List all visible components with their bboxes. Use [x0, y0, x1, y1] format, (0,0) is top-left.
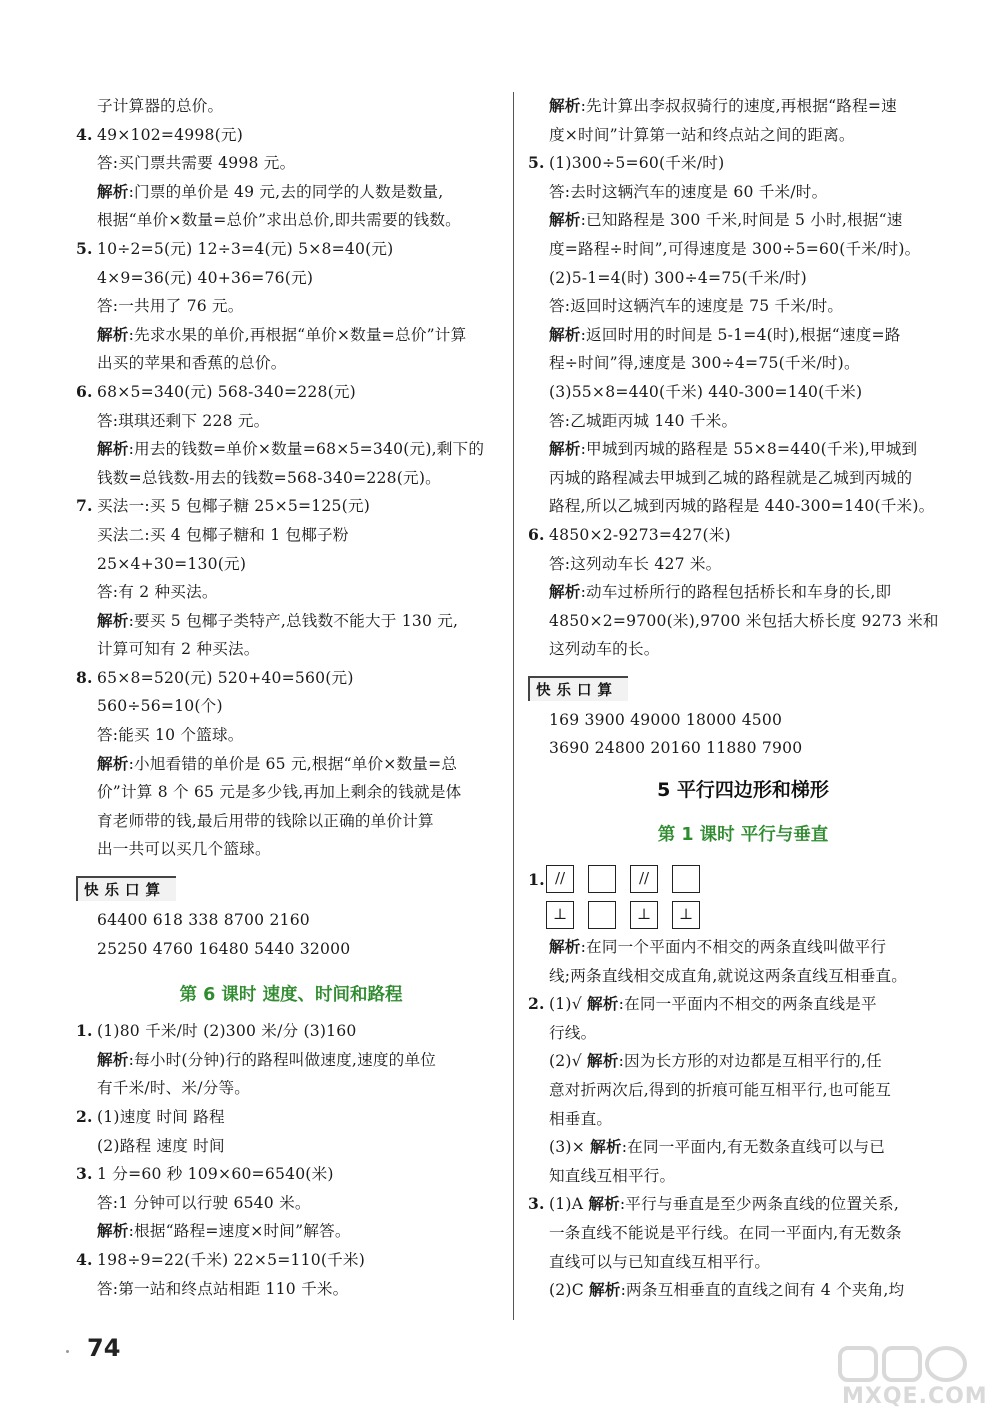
text-line: :用去的钱数=单价×数量=68×5=340(元),剩下的 — [128, 440, 485, 459]
analysis-label: 解析 — [549, 937, 581, 957]
question-4 — [76, 121, 506, 150]
analysis-line — [76, 750, 506, 779]
question-number: 6. — [76, 381, 93, 401]
text-line: :因为长方形的对边都是互相平行的,任 — [618, 1052, 882, 1071]
lesson6-question-2 — [76, 1103, 506, 1132]
question-number: 4. — [76, 1249, 93, 1269]
text-line: 49×102=4998(元) — [97, 125, 243, 144]
analysis-label: 解析 — [97, 1049, 129, 1069]
text-line: 根据“单价×数量=总价”求出总价,即共需要的钱数。 — [97, 211, 461, 230]
text-line: (1)√ — [549, 995, 587, 1014]
text-line: :先计算出李叔叔骑行的速度,再根据“路程=速 — [580, 97, 897, 115]
analysis-label: 解析 — [97, 1221, 129, 1241]
analysis-line — [76, 435, 506, 464]
answer-line: 答:去时这辆汽车的速度是 60 千米/时。 — [549, 182, 828, 201]
answer-line: 答:琪琪还剩下 228 元。 — [97, 411, 270, 430]
text-line: :根据“路程=速度×时间”解答。 — [128, 1222, 351, 1241]
analysis-label: 解析 — [97, 324, 129, 344]
left-column — [76, 92, 506, 1303]
analysis-line — [76, 607, 506, 636]
page-dot — [66, 1350, 69, 1353]
analysis-line — [76, 1046, 506, 1075]
text-line: (1)80 千米/时 (2)300 米/分 (3)160 — [97, 1022, 357, 1041]
text-line: (2)C — [549, 1281, 589, 1300]
column-divider — [513, 92, 514, 1320]
text-line: :两条互相垂直的直线之间有 4 个夹角,均 — [620, 1281, 905, 1300]
text-line: 出一共可以买几个篮球。 — [97, 840, 271, 859]
mental-math-row: 25250 4760 16480 5440 32000 — [97, 939, 351, 958]
text-line: 4850×2=9700(米),9700 米包括大桥长度 9273 米和 — [549, 611, 939, 630]
analysis-label: 解析 — [97, 181, 129, 201]
question-number: 2. — [528, 994, 545, 1014]
text-line: (2)5-1=4(时) 300÷4=75(千米/时) — [549, 268, 807, 287]
text-line: 买法二:买 4 包椰子糖和 1 包椰子粉 — [97, 525, 349, 544]
text-line: 路程,所以乙城到丙城的路程是 440-300=140(千米)。 — [549, 497, 935, 516]
analysis-line — [528, 435, 958, 464]
analysis-label: 解析 — [549, 582, 581, 602]
answer-box — [588, 901, 616, 929]
analysis-line — [76, 178, 506, 207]
analysis-line — [528, 578, 958, 607]
text-line: :已知路程是 300 千米,时间是 5 小时,根据“速 — [580, 211, 903, 230]
analysis-label: 解析 — [586, 1051, 619, 1071]
question-8 — [76, 664, 506, 693]
answer-box: ⊥ — [672, 901, 700, 929]
text-line: 4850×2-9273=427(米) — [549, 525, 731, 544]
analysis-label: 解析 — [588, 1280, 621, 1300]
text-line: 198÷9=22(千米) 22×5=110(千米) — [97, 1250, 365, 1269]
text-line: 程÷时间”得,速度是 300÷4=75(千米/时)。 — [549, 354, 860, 373]
answer-box: ⊥ — [630, 901, 658, 929]
analysis-label: 解析 — [97, 439, 129, 459]
question-number: 2. — [76, 1107, 93, 1126]
mental-math-row: 169 3900 49000 18000 4500 — [549, 710, 783, 729]
text-line: :每小时(分钟)行的路程叫做速度,速度的单位 — [128, 1050, 437, 1069]
answer-line: 答:第一站和终点站相距 110 千米。 — [97, 1279, 349, 1298]
analysis-label: 解析 — [97, 753, 129, 773]
text-line: :要买 5 包椰子类特产,总钱数不能大于 130 元, — [128, 611, 459, 630]
mental-math-header — [528, 676, 958, 704]
watermark-text: MXQE.COM — [842, 1384, 988, 1409]
lesson-title: 第 6 课时 速度、时间和路程 — [179, 985, 403, 1006]
mental-math-row: 64400 618 338 8700 2160 — [97, 911, 310, 930]
lesson6-question-3 — [76, 1160, 506, 1189]
text-line: :甲城到丙城的路程是 55×8=440(千米),甲城到 — [580, 440, 918, 459]
analysis-line — [528, 933, 958, 962]
text-line: 一条直线不能说是平行线。在同一平面内,有无数条 — [549, 1224, 902, 1242]
analysis-line — [528, 321, 958, 350]
question-number: 8. — [76, 667, 93, 687]
text-line: :平行与垂直是至少两条直线的位置关系, — [619, 1195, 900, 1214]
text-line: 价”计算 8 个 65 元是多少钱,再加上剩余的钱就是体 — [97, 783, 462, 802]
text-line: :先求水果的单价,再根据“单价×数量=总价”计算 — [128, 325, 467, 344]
text-line: 计算可知有 2 种买法。 — [97, 640, 260, 659]
question-number: 1. — [528, 869, 545, 889]
mental-math-header — [76, 876, 506, 904]
text-line: 意对折两次后,得到的折痕可能互相平行,也可能互 — [549, 1081, 891, 1100]
text-line: 度=路程÷时间”,可得速度是 300÷5=60(千米/时)。 — [549, 239, 921, 258]
answer-line: 答:返回时这辆汽车的速度是 75 千米/时。 — [549, 297, 844, 316]
analysis-line — [528, 206, 958, 235]
mental-math-label: 快乐口算 — [528, 676, 628, 701]
answer-line: 答:一共用了 76 元。 — [97, 297, 244, 316]
text-line: 直线可以与已知直线互相平行。 — [549, 1252, 771, 1271]
analysis-line — [528, 92, 958, 121]
text-line: 10÷2=5(元) 12÷3=4(元) 5×8=40(元) — [97, 239, 394, 258]
question-5 — [528, 149, 958, 178]
analysis-label: 解析 — [590, 1137, 622, 1157]
mental-math-row: 3690 24800 20160 11880 7900 — [549, 739, 803, 758]
text-line: :动车过桥所行的路程包括桥长和车身的长,即 — [580, 583, 892, 602]
text-line: :在同一平面内不相交的两条直线是平 — [618, 995, 877, 1014]
answer-box — [588, 865, 616, 893]
text-line: (1)速度 时间 路程 — [97, 1108, 225, 1126]
answer-line: 答:1 分钟可以行驶 6540 米。 — [97, 1193, 311, 1212]
question-number: 1. — [76, 1021, 93, 1041]
answer-boxes-row-2 — [528, 897, 958, 933]
lesson6-question-4 — [76, 1246, 506, 1275]
text-line: 度×时间”计算第一站和终点站之间的距离。 — [549, 125, 855, 144]
text-line: 68×5=340(元) 568-340=228(元) — [97, 382, 356, 401]
text-line: 560÷56=10(个) — [97, 697, 223, 716]
unit-title: 5 平行四边形和梯形 — [657, 779, 829, 802]
question-number: 3. — [528, 1194, 545, 1214]
text-line: :在同一平面内,有无数条直线可以与已 — [621, 1138, 886, 1157]
text-line: 这列动车的长。 — [549, 640, 660, 659]
question-number: 6. — [528, 524, 545, 544]
text-line: 丙城的路程减去甲城到乙城的路程就是乙城到丙城的 — [549, 468, 913, 487]
text-line: 1 分=60 秒 109×60=6540(米) — [97, 1165, 334, 1184]
answer-line: 答:这列动车长 427 米。 — [549, 554, 722, 573]
question-5 — [76, 235, 506, 264]
text-line: 育老师带的钱,最后用带的钱除以正确的单价计算 — [97, 811, 434, 830]
answer-line: 答:买门票共需要 4998 元。 — [97, 154, 296, 173]
mental-math-label: 快乐口算 — [76, 876, 176, 901]
text-line: 行线。 — [549, 1023, 597, 1042]
answer-box — [672, 865, 700, 893]
analysis-label: 解析 — [588, 1194, 620, 1214]
analysis-line — [528, 1047, 958, 1076]
text-line: (2)√ — [549, 1052, 587, 1071]
question-number: 5. — [528, 153, 545, 173]
question-2 — [528, 990, 958, 1019]
analysis-label: 解析 — [97, 610, 129, 630]
text-line: :在同一个平面内不相交的两条直线叫做平行 — [580, 938, 887, 957]
analysis-line — [76, 1217, 506, 1246]
answer-line: 答:能买 10 个篮球。 — [97, 726, 244, 745]
question-6 — [528, 521, 958, 550]
text-line: :门票的单价是 49 元,去的同学的人数是数量, — [128, 182, 444, 201]
analysis-label: 解析 — [586, 994, 619, 1014]
question-7 — [76, 492, 506, 521]
analysis-label: 解析 — [549, 96, 581, 115]
question-number: 3. — [76, 1164, 93, 1184]
lesson6-question-1 — [76, 1017, 506, 1046]
answer-boxes-row-1 — [528, 861, 958, 897]
question-number: 4. — [76, 124, 93, 144]
analysis-label: 解析 — [549, 324, 581, 344]
answer-box: // — [630, 865, 658, 893]
text-line: 子计算器的总价。 — [97, 97, 224, 115]
text-line: 知直线互相平行。 — [549, 1166, 676, 1185]
text-line: 钱数=总钱数-用去的钱数=568-340=228(元)。 — [97, 468, 441, 487]
watermark-logo-icon — [838, 1344, 968, 1384]
analysis-label: 解析 — [549, 210, 581, 230]
watermark — [830, 1344, 988, 1414]
text-line: 相垂直。 — [549, 1109, 613, 1128]
text-line: 65×8=520(元) 520+40=560(元) — [97, 668, 354, 687]
text-line: :返回时用的时间是 5-1=4(时),根据“速度=路 — [580, 325, 901, 344]
analysis-label: 解析 — [549, 439, 581, 459]
text-line: :小旭看错的单价是 65 元,根据“单价×数量=总 — [128, 754, 458, 773]
text-line: (2)路程 速度 时间 — [97, 1136, 225, 1155]
answer-line: 答:有 2 种买法。 — [97, 583, 218, 602]
text-line: 有千米/时、米/分等。 — [97, 1079, 251, 1098]
text-line: 25×4+30=130(元) — [97, 554, 247, 573]
right-column — [528, 92, 958, 1305]
answer-box: // — [546, 865, 574, 893]
text-line: (1)A — [549, 1195, 589, 1214]
question-number: 5. — [76, 238, 93, 258]
text-line: (3)× — [549, 1138, 591, 1157]
text-line: 买法一:买 5 包椰子糖 25×5=125(元) — [97, 497, 371, 516]
analysis-line — [76, 321, 506, 350]
lesson-title: 第 1 课时 平行与垂直 — [657, 825, 829, 846]
analysis-line — [528, 1133, 958, 1162]
answer-box: ⊥ — [546, 901, 574, 929]
question-6 — [76, 378, 506, 407]
text-line: 线;两条直线相交成直角,就说这两条直线互相垂直。 — [549, 966, 908, 985]
text-line: 出买的苹果和香蕉的总价。 — [97, 354, 287, 373]
question-3 — [528, 1190, 958, 1219]
text-line: (3)55×8=440(千米) 440-300=140(千米) — [549, 382, 863, 401]
page-number: 74 — [87, 1334, 121, 1362]
analysis-line — [528, 1276, 958, 1305]
question-number: 7. — [76, 496, 93, 516]
answer-line: 答:乙城距丙城 140 千米。 — [549, 411, 738, 430]
text-line: (1)300÷5=60(千米/时) — [549, 154, 725, 173]
text-line: 4×9=36(元) 40+36=76(元) — [97, 268, 314, 287]
